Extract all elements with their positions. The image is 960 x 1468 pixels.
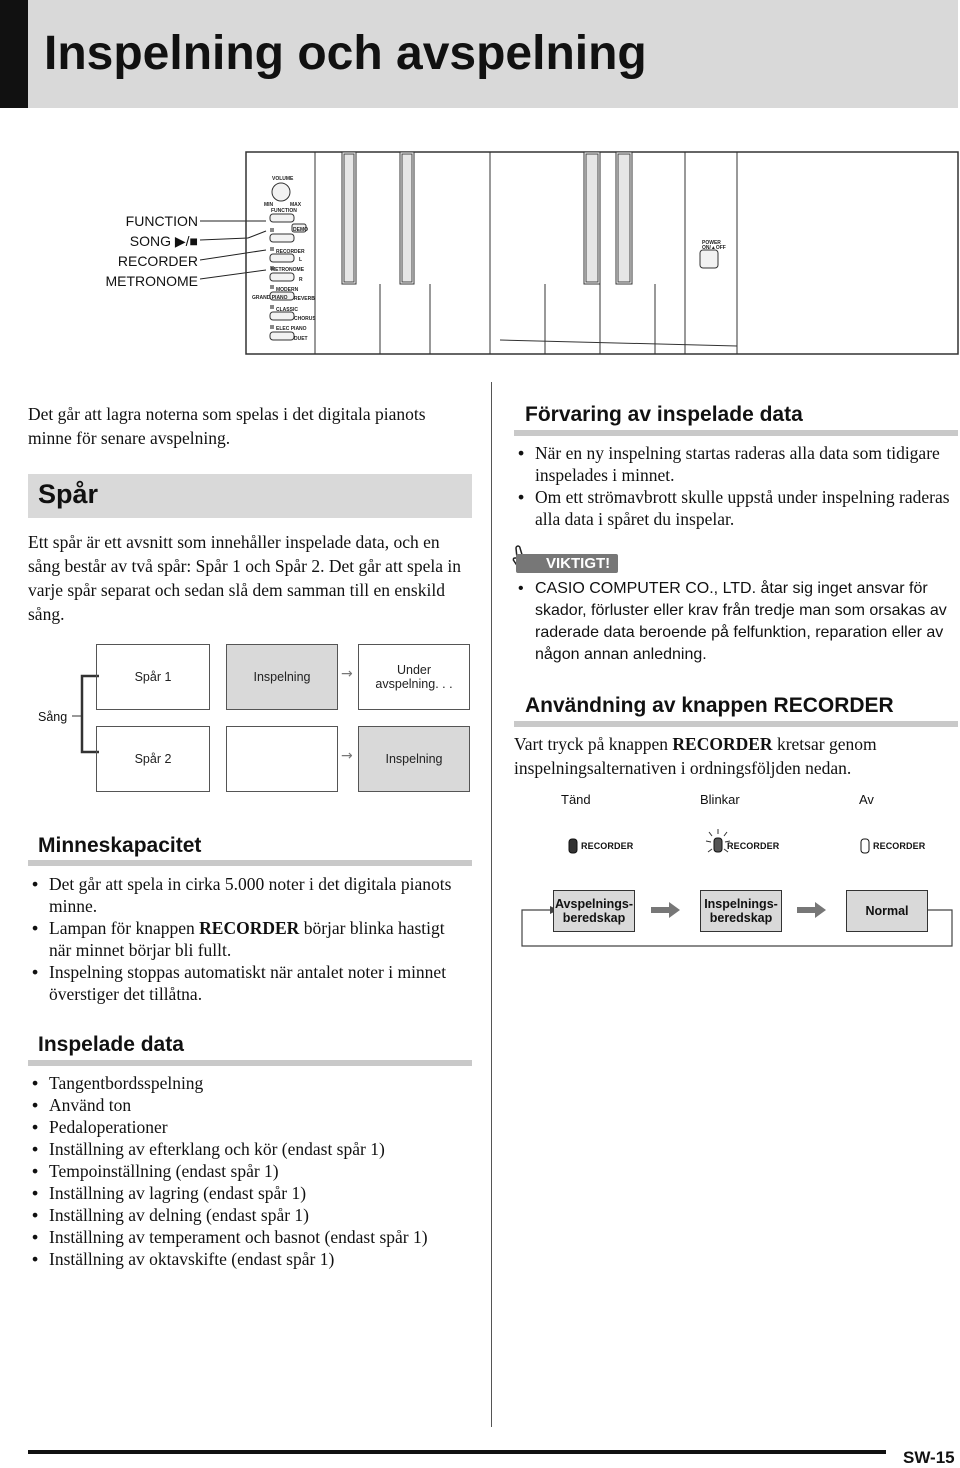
column-divider <box>491 382 492 1427</box>
panel-elecpiano-label: ELEC PIANO <box>276 326 307 332</box>
state-label-lit: Tänd <box>561 792 591 807</box>
panel-classic-label: CLASSIC <box>276 307 298 313</box>
panel-grandpiano-label: GRAND PIANO <box>252 295 288 301</box>
panel-function-label: FUNCTION <box>271 208 297 214</box>
anvandning-heading: Användning av knappen RECORDER <box>525 694 894 717</box>
panel-reverb-label: REVERB <box>294 296 315 302</box>
list-item: • Använd ton <box>28 1094 458 1116</box>
callout-metronome: METRONOME <box>105 273 198 289</box>
page-title: Inspelning och avspelning <box>44 27 647 80</box>
minne-list <box>28 873 468 1005</box>
panel-onoff-label: ON/▲OFF <box>702 245 726 251</box>
list-item: • När en ny inspelning startas raderas alla data som tidigare inspelades i minnet. <box>514 442 958 486</box>
mode-playback-standby: Avspelnings- beredskap <box>553 890 635 932</box>
footer-rule <box>28 1450 886 1454</box>
list-item: • Lampan för knappen RECORDER börjar blinka hastigt när minnet börjar bli fullt. <box>28 917 468 961</box>
recorder-button-off <box>860 838 940 856</box>
recorder-label: RECORDER <box>581 841 634 851</box>
list-item: • Inställning av temperament och basnot (endast spår 1) <box>28 1226 458 1248</box>
track-1-box: Spår 1 <box>96 644 210 710</box>
anvandning-paragraph: Vart tryck på knappen RECORDER kretsar genom inspelningsalternativen i ordningsföljden nedan. <box>514 734 877 778</box>
anvandning-underline <box>514 721 958 727</box>
panel-min-label: MIN <box>264 202 274 208</box>
callout-function: FUNCTION <box>125 213 198 229</box>
track-2-box: Spår 2 <box>96 726 210 792</box>
list-item: • Om ett strömavbrott skulle uppstå under inspelning raderas alla data i spåret du inspelar. <box>514 486 958 530</box>
inspelade-underline <box>28 1060 472 1066</box>
recorder-button-lit <box>568 838 648 856</box>
lamp-off-icon <box>860 838 870 854</box>
arrow-icon: → <box>341 666 353 682</box>
state-label-off: Av <box>859 792 874 807</box>
panel-chorus-label: CHORUS <box>294 316 316 322</box>
lamp-lit-icon <box>568 838 578 854</box>
inspelade-list <box>28 1072 458 1270</box>
recorder-label: RECORDER <box>727 841 780 851</box>
track-1-recording-box: Inspelning <box>226 644 338 710</box>
panel-max-label: MAX <box>290 202 302 208</box>
spar-paragraph: Ett spår är ett avsnitt som innehåller inspelade data, och en sång består av två spår: Spår 1 och Spår 2. Det går att spela in varje spår separat och sedan slå dem samman till en enskild sång. <box>28 532 461 624</box>
page-number: SW-15 <box>903 1448 955 1467</box>
panel-demo-label: DEMO <box>293 227 308 233</box>
minne-underline <box>28 860 472 866</box>
title-accent <box>0 0 28 108</box>
panel-metronome-label: METRONOME <box>271 267 305 273</box>
under-playback-box: Under avspelning. . . <box>358 644 470 710</box>
panel-callouts <box>18 211 198 291</box>
recorder-button-blinking <box>703 828 783 858</box>
list-item: • Inställning av oktavskifte (endast spår 1) <box>28 1248 458 1270</box>
panel-modern-label: MODERN <box>276 287 299 293</box>
panel-duet-label: DUET <box>294 336 308 342</box>
callout-recorder: RECORDER <box>117 253 198 269</box>
arrow-icon: → <box>341 748 353 764</box>
mode-normal: Normal <box>846 890 928 932</box>
list-item: • Inställning av delning (endast spår 1) <box>28 1204 458 1226</box>
panel-r-label: R <box>299 277 303 283</box>
intro-paragraph: Det går att lagra noterna som spelas i det digitala pianots minne för senare avspelning. <box>28 404 426 448</box>
piano-panel-drawing <box>200 150 960 360</box>
track-diagram <box>28 640 478 800</box>
viktigt-badge: VIKTIGT! <box>516 554 618 573</box>
forvaring-underline <box>514 430 958 436</box>
callout-song: SONG ▶/■ <box>129 233 198 249</box>
panel-l-label: L <box>299 257 303 263</box>
song-label: Sång <box>38 710 68 724</box>
list-item: • Inspelning stoppas automatiskt när antalet noter i minnet överstiger det tillåtna. <box>28 961 468 1005</box>
track-2-recording-box: Inspelning <box>358 726 470 792</box>
list-item: • Inställning av lagring (endast spår 1) <box>28 1182 458 1204</box>
list-item: • Inställning av efterklang och kör (endast spår 1) <box>28 1138 458 1160</box>
inspelade-heading: Inspelade data <box>38 1033 184 1056</box>
recorder-label: RECORDER <box>873 841 926 851</box>
panel-volume-label: VOLUME <box>272 176 294 182</box>
viktigt-list <box>514 578 958 666</box>
list-item: • Tangentbordsspelning <box>28 1072 458 1094</box>
panel-recorder-label: RECORDER <box>276 249 305 255</box>
list-item: • Tempoinställning (endast spår 1) <box>28 1160 458 1182</box>
spar-heading: Spår <box>38 479 99 509</box>
mode-recording-standby: Inspelnings- beredskap <box>700 890 782 932</box>
list-item: • Det går att spela in cirka 5.000 noter i det digitala pianots minne. <box>28 873 468 917</box>
panel-power-label: POWER <box>702 240 721 246</box>
forvaring-list <box>514 442 958 530</box>
list-item: • CASIO COMPUTER CO., LTD. åtar sig inget ansvar för skador, förluster eller krav från tredje man som orsakas av raderade data beroende på felfunktion, reparation eller av någon annan anledning. <box>514 578 958 666</box>
track-2-empty-box <box>226 726 338 792</box>
state-label-blinking: Blinkar <box>700 792 740 807</box>
minne-heading: Minneskapacitet <box>38 834 202 857</box>
forvaring-heading: Förvaring av inspelade data <box>525 403 803 426</box>
list-item: • Pedaloperationer <box>28 1116 458 1138</box>
